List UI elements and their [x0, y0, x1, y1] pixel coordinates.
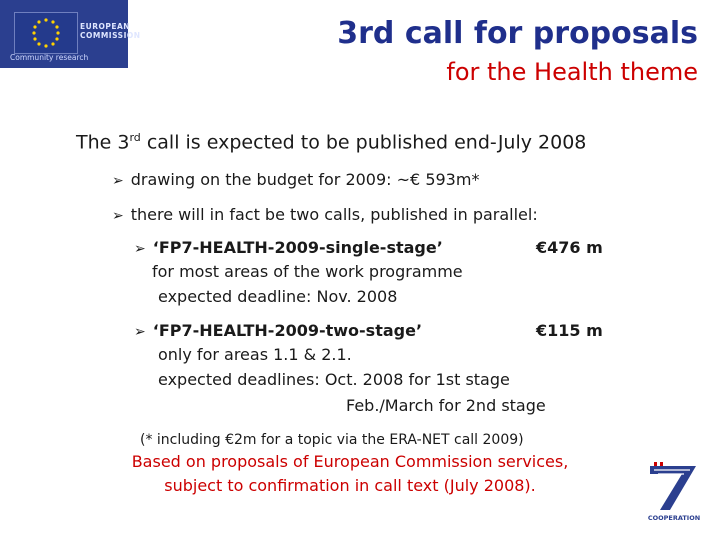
ec-logo-tagline: Community research: [10, 53, 89, 62]
arrow-bullet-icon: ➢: [134, 241, 146, 257]
arrow-bullet-icon: ➢: [112, 208, 124, 224]
fp7-logo-label: COOPERATION: [647, 514, 701, 522]
intro-text-end: call is expected to be published end-July 2008: [140, 131, 587, 154]
ec-logo-text: [80, 22, 141, 40]
call-detail: only for areas 1.1 & 2.1.: [158, 345, 352, 364]
fp7-cooperation-logo: [644, 462, 704, 524]
european-commission-logo: [0, 0, 141, 68]
eu-flag-icon: [14, 12, 78, 54]
bullet-text: there will in fact be two calls, published in parallel:: [130, 205, 538, 224]
footer-disclaimer: [100, 450, 600, 498]
call-deadline-second: Feb./March for 2nd stage: [346, 396, 546, 415]
slide-subtitle: for the Health theme: [446, 58, 698, 86]
call-name: ‘FP7-HEALTH-2009-single-stage’: [152, 238, 443, 257]
footer-line1: Based on proposals of European Commission services,: [131, 452, 569, 471]
ec-logo-line1: EUROPEAN: [80, 22, 131, 31]
call-deadline: expected deadline: Nov. 2008: [158, 287, 398, 306]
call-detail: for most areas of the work programme: [152, 262, 463, 281]
slide-title: 3rd call for proposals: [337, 16, 698, 51]
footer-line2: subject to confirmation in call text (July 2008).: [164, 476, 536, 495]
call-deadline: expected deadlines: Oct. 2008 for 1st stage: [158, 370, 510, 389]
bullet-two-calls: [112, 205, 538, 224]
call-two-stage: [134, 321, 603, 340]
bullet-budget: [112, 170, 479, 189]
fp7-seven-icon: [650, 462, 696, 510]
intro-text-start: The 3: [76, 131, 130, 154]
intro-superscript: rd: [129, 131, 141, 144]
arrow-bullet-icon: ➢: [134, 324, 146, 340]
call-amount: €115 m: [536, 321, 603, 340]
call-single-stage: [134, 238, 603, 257]
ec-logo-line2: COMMISSION: [80, 31, 141, 40]
intro-line: [76, 131, 586, 153]
footnote: (* including €2m for a topic via the ERA-NET call 2009): [140, 432, 524, 448]
call-amount: €476 m: [536, 238, 603, 257]
bullet-text: drawing on the budget for 2009: ~€ 593m*: [130, 170, 480, 189]
arrow-bullet-icon: ➢: [112, 173, 124, 189]
call-name: ‘FP7-HEALTH-2009-two-stage’: [152, 321, 423, 340]
